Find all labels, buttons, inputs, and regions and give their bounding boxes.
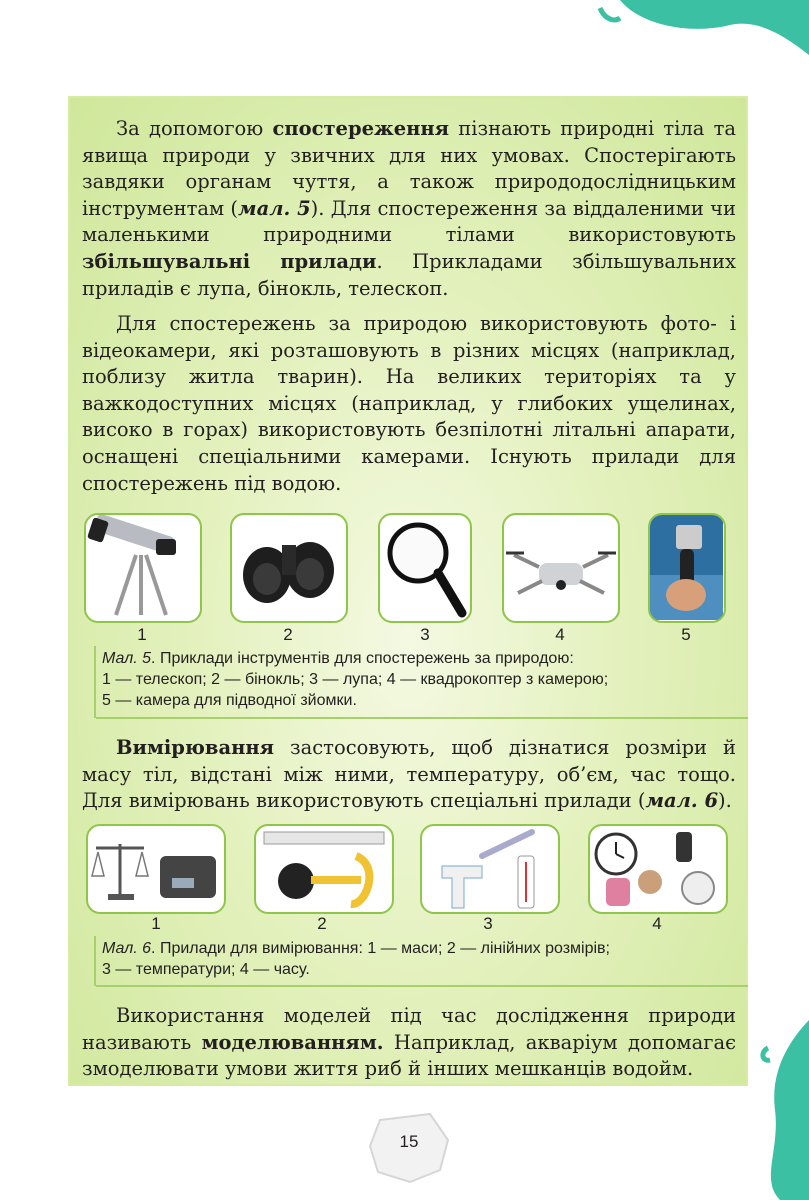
figure5-number-4: 4	[555, 625, 565, 644]
caption5-line3: 5 — камера для підводної зйомки.	[102, 692, 357, 709]
magnifier-icon	[380, 515, 469, 620]
term-modeling: моделюванням.	[201, 1030, 384, 1054]
figure5-number-1: 1	[137, 625, 147, 644]
caption5-line1	[102, 648, 742, 669]
text: . Приклади інструментів для спостережень за природою:	[151, 650, 574, 667]
caption6-border	[94, 936, 96, 986]
term-measurement: Вимірювання	[116, 736, 275, 759]
text: Використання моделей під час дослідження природи називають	[82, 1004, 736, 1054]
caption5-line2: 1 — телескоп; 2 — бінокль; 3 — лупа; 4 — квадрокоптер з камерою;	[102, 671, 609, 688]
tape-measure-icon	[256, 826, 391, 911]
caption6-underline	[96, 985, 748, 987]
quadcopter-image	[502, 513, 620, 623]
figure6-number-2: 2	[317, 914, 327, 933]
caption6-line1	[102, 938, 742, 959]
figure5-number-2: 2	[283, 625, 293, 644]
text: ). Для спостереження за віддаленими чи маленькими природними тілами використовують	[82, 196, 736, 247]
top-right-decoration	[560, 0, 809, 80]
text: ).	[718, 789, 732, 813]
figure-ref: мал. 6	[645, 789, 719, 813]
page-number: 15	[399, 1132, 419, 1151]
clocks-image	[588, 824, 728, 914]
figure6-number-3: 3	[483, 914, 493, 933]
binoculars-icon	[232, 515, 345, 620]
thermometers-image	[420, 824, 560, 914]
figure6-number-4: 4	[652, 914, 662, 933]
figure5-number-5: 5	[681, 625, 691, 644]
clock-icon	[590, 826, 725, 911]
bottom-right-decoration	[740, 1000, 809, 1200]
term-observation: спостереження	[272, 117, 450, 140]
figure-ref: мал. 5	[238, 196, 311, 220]
paragraph-measurement	[82, 735, 736, 815]
figure6-number-1: 1	[151, 914, 161, 933]
caption5-border	[94, 646, 96, 718]
underwater-camera-icon	[650, 515, 723, 620]
text: . Прилади для вимірювання: 1 — маси; 2 — лінійних розмірів;	[151, 940, 610, 957]
underwater-camera-image	[648, 513, 726, 623]
text: пізнають природні тіла та явища природи у звичних для них умовах. Спостерігають завдяки органам чуття, а також природодослідницьким інструментам (	[82, 117, 737, 220]
paragraph-observation	[82, 116, 736, 302]
text: Наприклад, акваріум допомагає змоделювати умови життя риб й інших мешканців водойм.	[82, 1030, 736, 1081]
figure5-number-3: 3	[420, 625, 430, 644]
scales-icon	[88, 826, 223, 911]
paragraph-modeling	[82, 1003, 736, 1083]
magnifier-image	[378, 513, 472, 623]
binoculars-image	[230, 513, 348, 623]
caption5-underline	[96, 717, 748, 719]
term-magnifying-devices: збільшувальні прилади	[82, 249, 377, 273]
quadcopter-icon	[504, 515, 617, 620]
text: За допомогою	[116, 117, 273, 140]
paragraph-cameras: Для спостережень за природою використовують фото- і відеокамери, які розташовують в різних місцях (наприклад, поблизу житла тварин). На великих територіях та у важкодоступних місцях (наприклад, у глибоких ущелинах, високо в горах) використовують безпілотні літальні апарати, оснащені спеціальними камерами. Існують прилади для спостережень під водою.	[82, 312, 736, 495]
caption5-label: Мал. 5	[102, 650, 152, 667]
measuring-tape-image	[254, 824, 394, 914]
thermometer-icon	[422, 826, 557, 911]
caption6-label: Мал. 6	[102, 940, 152, 957]
scales-image	[86, 824, 226, 914]
telescope-icon	[86, 515, 199, 620]
figure6-caption	[102, 938, 742, 980]
text: . Прикладами збільшувальних приладів є лупа, бінокль, телескоп.	[82, 249, 736, 300]
telescope-image	[84, 513, 202, 623]
caption6-line2: 3 — температури; 4 — часу.	[102, 961, 310, 978]
text: застосовують, щоб дізнатися розміри й масу тіл, відстані між ними, температуру, об’єм, час тощо. Для вимірювань використовують спеціальні прилади (	[82, 736, 736, 813]
figure5-caption	[102, 648, 742, 711]
